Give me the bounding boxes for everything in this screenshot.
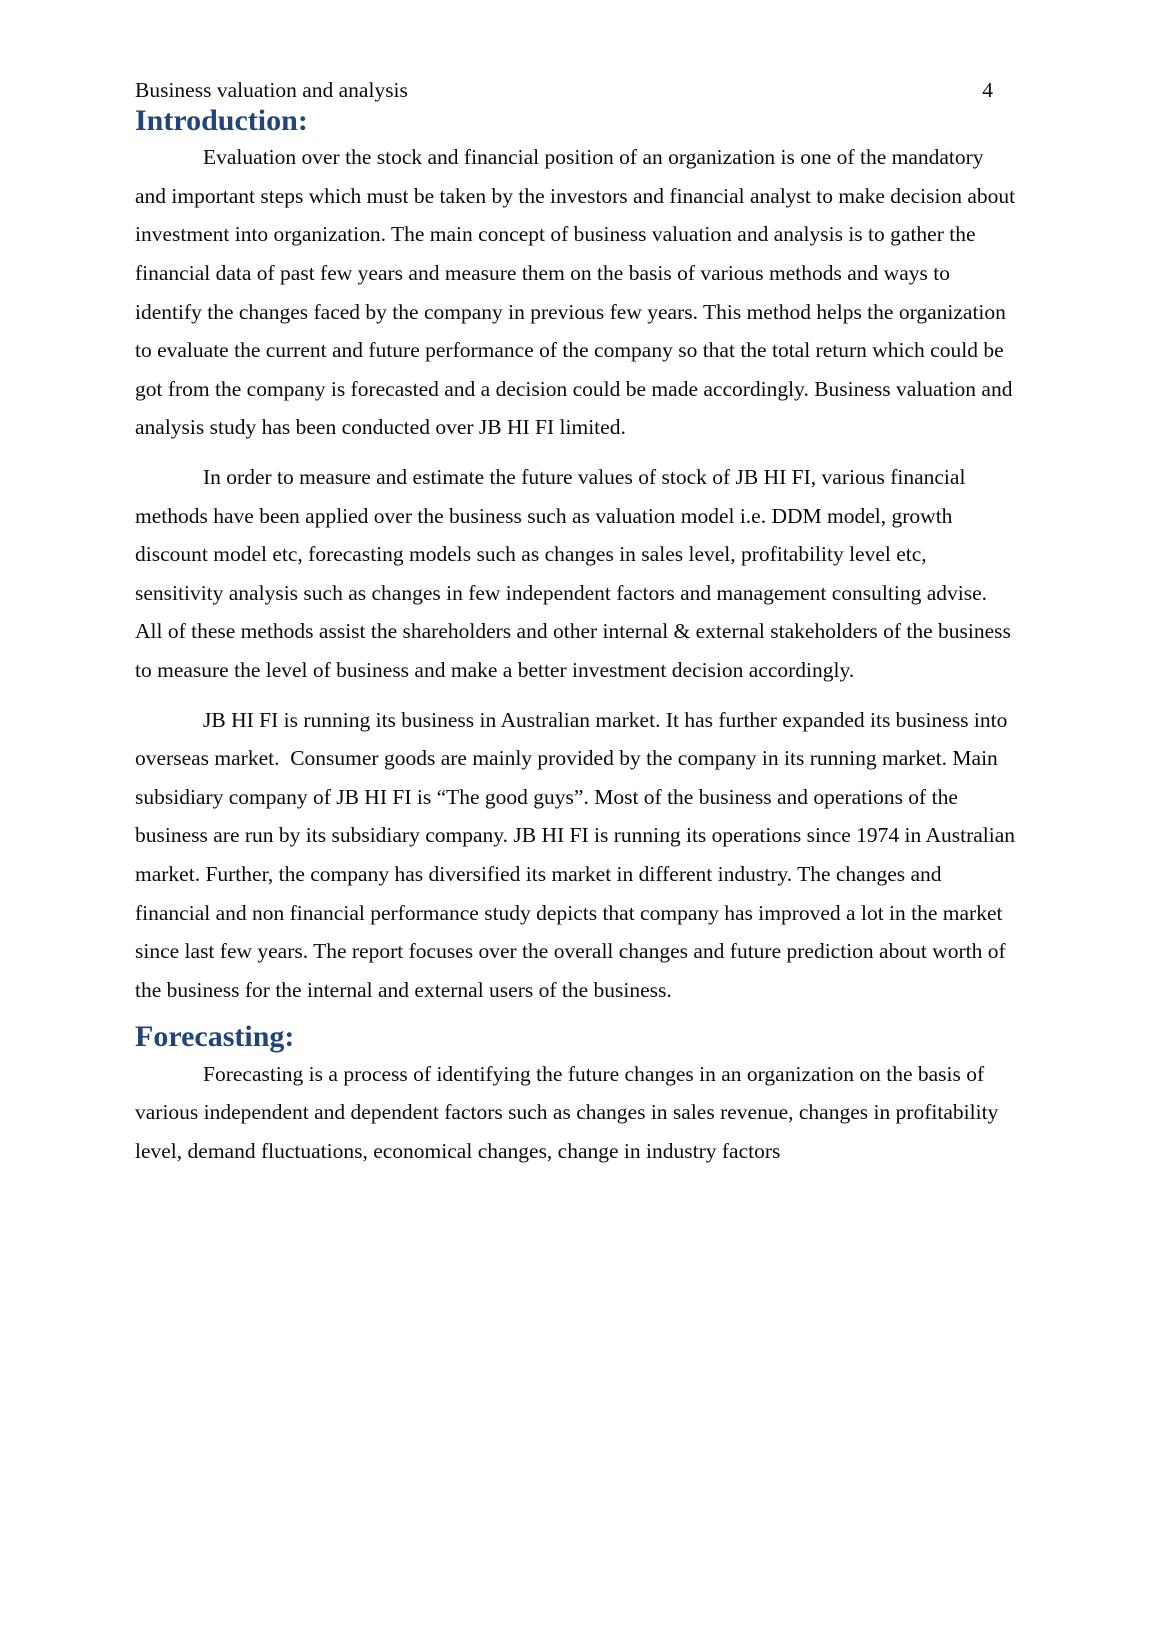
forecasting-paragraph-1: Forecasting is a process of identifying the future changes in an organization on the basis of various independent and dependent factors such as changes in sales revenue, changes in profitability level, demand fluctuations, economical changes, change in industry factors [135,1061,1004,1164]
page-header [135,78,1018,104]
page-number: 4 [982,78,993,102]
section-heading-introduction: Introduction: [135,103,308,137]
introduction-paragraph-2: In order to measure and estimate the future values of stock of JB HI FI, various financial methods have been applied over the business such as valuation model i.e. DDM model, growth discount model etc, forecasting models such as changes in sales level, profitability level etc, sensitivity analysis such as changes in few independent factors and management consulting advise. All of these methods assist the shareholders and other internal & external stakeholders of the business to measure the level of business and make a better investment decision accordingly. [135,465,1017,683]
running-head-title: Business valuation and analysis [135,78,408,102]
section-heading-forecasting: Forecasting: [135,1020,295,1054]
introduction-paragraph-1: Evaluation over the stock and financial position of an organization is one of the mandatory and important steps which must be taken by the investors and financial analyst to make decision about investment into organization. The main concept of business valuation and analysis is to gather the financial data of past few years and measure them on the basis of various methods and ways to identify the changes faced by the company in previous few years. This method helps the organization to evaluate the current and future performance of the company so that the total return which could be got from the company is forecasted and a decision could be made accordingly. Business valuation and analysis study has been conducted over JB HI FI limited. [135,145,1021,440]
introduction-paragraph-3: JB HI FI is running its business in Australian market. It has further expanded its business into overseas market. Consumer goods are mainly provided by the company in its running market. Main subsidiary company of JB HI FI is “The good guys”. Most of the business and operations of the business are run by its subsidiary company. JB HI FI is running its operations since 1974 in Australian market. Further, the company has diversified its market in different industry. The changes and financial and non financial performance study depicts that company has improved a lot in the market since last few years. The report focuses over the overall changes and future prediction about worth of the business for the internal and external users of the business. [135,707,1021,1002]
